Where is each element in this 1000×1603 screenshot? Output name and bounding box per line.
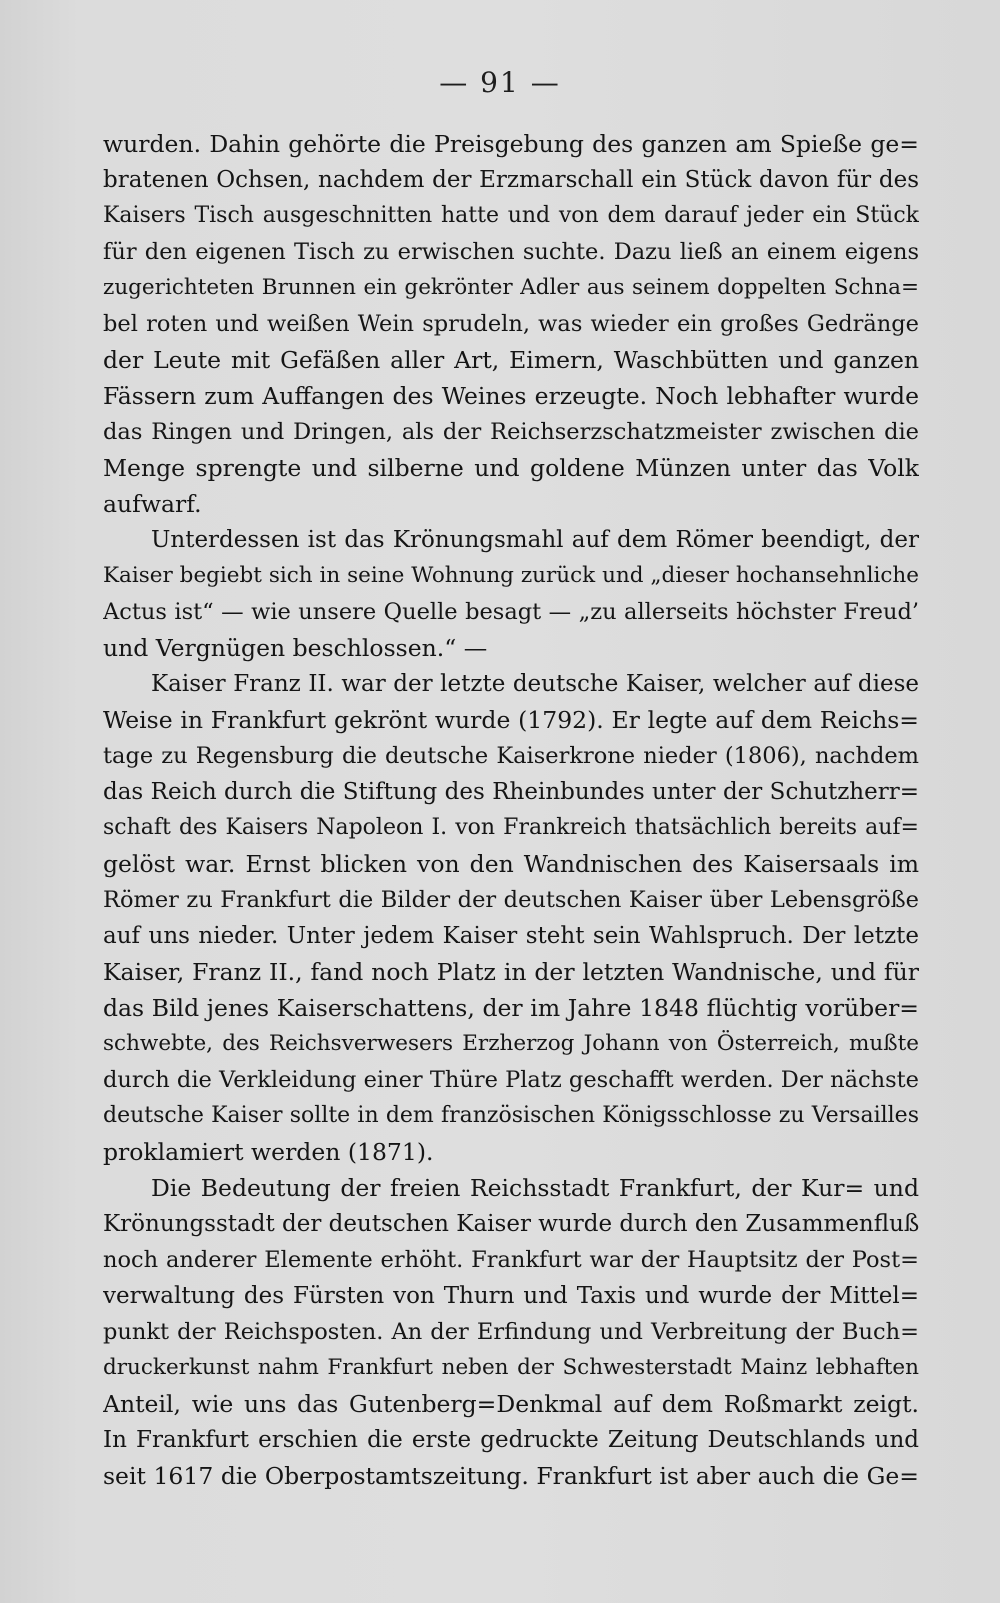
text-line: seit 1617 die Oberpostamtszeitung. Frankfurt ist aber auch die Ge= <box>103 1462 919 1490</box>
text-line: zugerichteten Brunnen ein gekrönter Adler aus seinem doppelten Schna= <box>103 275 919 300</box>
text-line: Die Bedeutung der freien Reichsstadt Frankfurt, der Kur= und <box>151 1174 919 1202</box>
text-line: Weise in Frankfurt gekrönt wurde (1792). Er legte auf dem Reichs= <box>103 706 919 734</box>
text-line: das Reich durch die Stiftung des Rheinbundes unter der Schutzherr= <box>103 779 919 805</box>
text-line: Kaiser Franz II. war der letzte deutsche Kaiser, welcher auf diese <box>151 671 919 697</box>
text-line: gelöst war. Ernst blicken von den Wandnischen des Kaisersaals im <box>103 850 919 878</box>
text-line: und Vergnügen beschlossen.“ — <box>103 634 488 662</box>
text-line: schaft des Kaisers Napoleon I. von Frankreich thatsächlich bereits auf= <box>103 815 919 840</box>
text-line: verwaltung des Fürsten von Thurn und Taxis und wurde der Mittel= <box>103 1283 919 1309</box>
text-line: druckerkunst nahm Frankfurt neben der Schwesterstadt Mainz lebhaften <box>103 1355 919 1380</box>
text-line: Menge sprengte und silberne und goldene Münzen unter das Volk <box>103 454 919 482</box>
text-line: das Bild jenes Kaiserschattens, der im Jahre 1848 flüchtig vorüber= <box>103 994 919 1022</box>
text-line: aufwarf. <box>103 490 202 518</box>
page-number: — 91 — <box>439 66 561 99</box>
text-line: bratenen Ochsen, nachdem der Erzmarschall ein Stück davon für des <box>103 167 919 193</box>
text-line: tage zu Regensburg die deutsche Kaiserkrone nieder (1806), nachdem <box>103 743 919 769</box>
text-line: Kaiser begiebt sich in seine Wohnung zurück und „dieser hochansehnliche <box>103 563 919 588</box>
text-line: bel roten und weißen Wein sprudeln, was wieder ein großes Gedränge <box>103 311 919 337</box>
text-line: schwebte, des Reichsverwesers Erzherzog Johann von Österreich, mußte <box>103 1031 919 1056</box>
text-line: deutsche Kaiser sollte in dem französischen Königsschlosse zu Versailles <box>103 1103 919 1128</box>
text-line: Krönungsstadt der deutschen Kaiser wurde durch den Zusammenfluß <box>103 1211 919 1237</box>
text-line: für den eigenen Tisch zu erwischen suchte. Dazu ließ an einem eigens <box>103 239 919 265</box>
text-line: Actus ist“ — wie unsere Quelle besagt — „zu allerseits höchster Freud’ <box>103 599 919 625</box>
text-line: Kaisers Tisch ausgeschnitten hatte und von dem darauf jeder ein Stück <box>103 203 919 228</box>
text-line: punkt der Reichsposten. An der Erfindung und Verbreitung der Buch= <box>103 1319 919 1345</box>
text-line: noch anderer Elemente erhöht. Frankfurt war der Hauptsitz der Post= <box>103 1247 919 1273</box>
text-line: In Frankfurt erschien die erste gedruckte Zeitung Deutschlands und <box>103 1427 919 1453</box>
text-line: auf uns nieder. Unter jedem Kaiser steht sein Wahlspruch. Der letzte <box>103 923 919 949</box>
text-line: der Leute mit Gefäßen aller Art, Eimern, Waschbütten und ganzen <box>103 346 919 374</box>
text-line: wurden. Dahin gehörte die Preisgebung des ganzen am Spieße ge= <box>103 130 919 158</box>
body-text <box>103 126 919 1494</box>
text-line: proklamiert werden (1871). <box>103 1138 434 1166</box>
text-line: Kaiser, Franz II., fand noch Platz in der letzten Wandnische, und für <box>103 958 919 986</box>
text-line: Anteil, wie uns das Gutenberg=Denkmal auf dem Roßmarkt zeigt. <box>103 1390 919 1418</box>
text-line: durch die Verkleidung einer Thüre Platz geschafft werden. Der nächste <box>103 1067 919 1093</box>
text-line: Unterdessen ist das Krönungsmahl auf dem Römer beendigt, der <box>151 527 919 553</box>
text-line: Römer zu Frankfurt die Bilder der deutschen Kaiser über Lebensgröße <box>103 887 919 913</box>
text-line: Fässern zum Auffangen des Weines erzeugte. Noch lebhafter wurde <box>103 382 919 410</box>
text-line: das Ringen und Dringen, als der Reichserzschatzmeister zwischen die <box>103 419 919 445</box>
